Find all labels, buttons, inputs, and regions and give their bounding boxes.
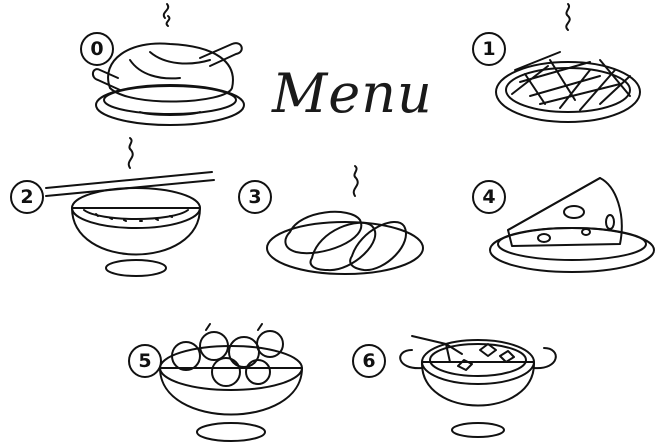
dish-number-6-badge: 6	[352, 344, 386, 378]
dish-number-3-badge: 3	[238, 180, 272, 214]
french-fries-icon	[496, 4, 640, 122]
dish-number-0-badge: 0	[80, 32, 114, 66]
soup-pot-icon	[400, 336, 556, 437]
menu-title: Menu	[272, 62, 433, 125]
dish-number-4-badge: 4	[472, 180, 506, 214]
dish-number-2-badge: 2	[10, 180, 44, 214]
roast-chicken-icon	[93, 4, 244, 125]
dish-number-1-badge: 1	[472, 32, 506, 66]
cheese-icon	[490, 178, 654, 272]
rice-bowl-with-chopsticks-icon	[46, 138, 214, 276]
dish-number-5-badge: 5	[128, 344, 162, 378]
potato-bowl-icon	[160, 324, 302, 441]
sausages-icon	[267, 166, 423, 274]
